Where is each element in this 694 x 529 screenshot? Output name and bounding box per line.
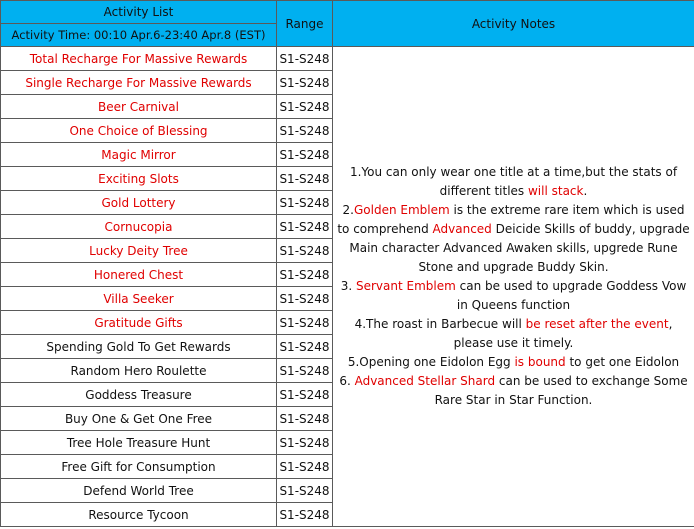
note-text: can be used to upgrade Goddess Vow in Queens function [455, 279, 687, 312]
activity-range: S1-S248 [277, 71, 333, 95]
activity-range: S1-S248 [277, 143, 333, 167]
note-text: 3. [340, 279, 356, 293]
activity-time: Activity Time: 00:10 Apr.6-23:40 Apr.8 (EST) [1, 24, 277, 47]
note-text: 1.You can only wear one title at a time,but the stats of different titles [349, 165, 678, 198]
activity-range: S1-S248 [277, 311, 333, 335]
activity-range: S1-S248 [277, 95, 333, 119]
activity-range: S1-S248 [277, 479, 333, 503]
note-text: is the extreme rare item which is used to comprehend [337, 203, 685, 236]
activity-name: Resource Tycoon [1, 503, 277, 527]
note-highlight: will stack [527, 184, 584, 198]
note-highlight: be reset after the event [525, 317, 669, 331]
activity-name: Goddess Treasure [1, 383, 277, 407]
note-paragraph [337, 372, 690, 410]
activity-range: S1-S248 [277, 359, 333, 383]
note-text: can be used to exchange Some Rare Star in Star Function. [434, 374, 688, 407]
activity-name: Villa Seeker [1, 287, 277, 311]
note-paragraph [337, 315, 690, 353]
note-text: 6. [339, 374, 355, 388]
activity-notes [333, 47, 694, 527]
activity-range: S1-S248 [277, 383, 333, 407]
note-text: 5.Opening one Eidolon Egg [347, 355, 515, 369]
activity-list-header: Activity List [1, 1, 277, 24]
note-text: Deicide Skills of buddy, upgrade Main character Advanced Awaken skills, upgrede Rune Stone and upgrade Buddy Skin. [349, 222, 690, 274]
activity-range: S1-S248 [277, 191, 333, 215]
activity-name: Random Hero Roulette [1, 359, 277, 383]
note-paragraph [337, 353, 690, 372]
activity-name: Buy One & Get One Free [1, 407, 277, 431]
activity-range: S1-S248 [277, 503, 333, 527]
table-row [1, 47, 694, 71]
notes-header: Activity Notes [333, 1, 694, 47]
activity-range: S1-S248 [277, 287, 333, 311]
activity-name: Cornucopia [1, 215, 277, 239]
activity-name: Tree Hole Treasure Hunt [1, 431, 277, 455]
note-highlight: Golden Emblem [354, 203, 450, 217]
activity-range: S1-S248 [277, 431, 333, 455]
activity-name: One Choice of Blessing [1, 119, 277, 143]
activity-name: Total Recharge For Massive Rewards [1, 47, 277, 71]
range-header: Range [277, 1, 333, 47]
note-highlight: Servant Emblem [355, 279, 456, 293]
note-text: to get one Eidolon [565, 355, 680, 369]
activity-name: Gold Lottery [1, 191, 277, 215]
activity-range: S1-S248 [277, 335, 333, 359]
note-text: 4.The roast in Barbecue will [354, 317, 526, 331]
note-highlight: Advanced [432, 222, 492, 236]
note-paragraph [337, 277, 690, 315]
activity-range: S1-S248 [277, 119, 333, 143]
activity-range: S1-S248 [277, 215, 333, 239]
activity-name: Lucky Deity Tree [1, 239, 277, 263]
activity-name: Beer Carnival [1, 95, 277, 119]
activity-name: Magic Mirror [1, 143, 277, 167]
activity-range: S1-S248 [277, 167, 333, 191]
note-text: 2. [342, 203, 354, 217]
activity-range: S1-S248 [277, 407, 333, 431]
activity-name: Exciting Slots [1, 167, 277, 191]
note-highlight: Advanced Stellar Shard [354, 374, 496, 388]
activity-name: Defend World Tree [1, 479, 277, 503]
activity-range: S1-S248 [277, 47, 333, 71]
activity-name: Honered Chest [1, 263, 277, 287]
note-paragraph [337, 163, 690, 201]
activity-name: Spending Gold To Get Rewards [1, 335, 277, 359]
note-text: . [583, 184, 588, 198]
note-highlight: is bound [514, 355, 566, 369]
activity-name: Single Recharge For Massive Rewards [1, 71, 277, 95]
activity-name: Gratitude Gifts [1, 311, 277, 335]
note-paragraph [337, 201, 690, 277]
activity-name: Free Gift for Consumption [1, 455, 277, 479]
activity-range: S1-S248 [277, 239, 333, 263]
note-text: , please use it timely. [453, 317, 673, 350]
activity-range: S1-S248 [277, 263, 333, 287]
activity-range: S1-S248 [277, 455, 333, 479]
